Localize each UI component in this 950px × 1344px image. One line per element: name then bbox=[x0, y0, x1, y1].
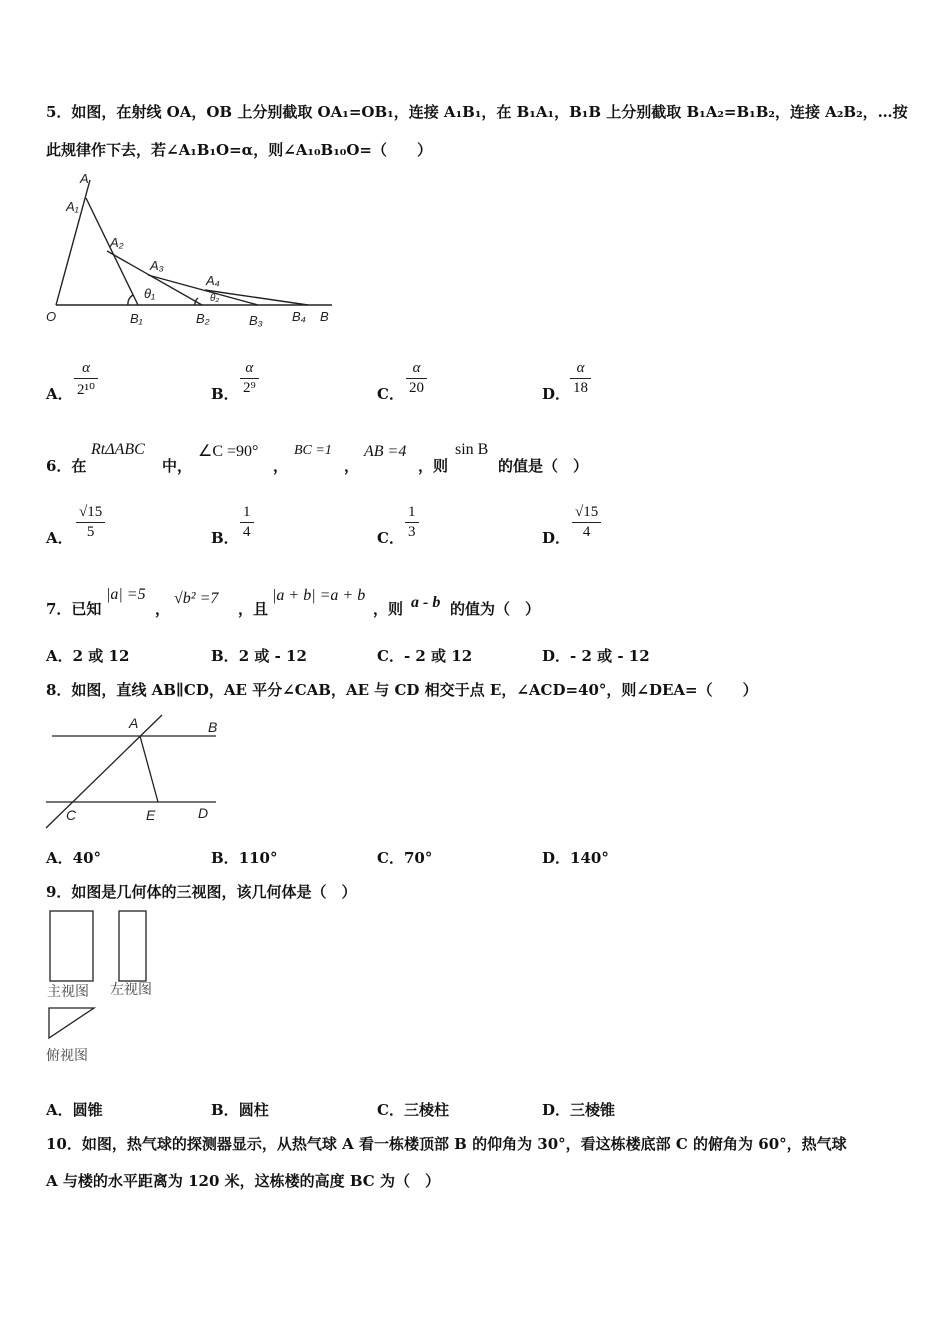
q6-then: ，则 bbox=[418, 457, 449, 475]
q7-then: ，则 bbox=[373, 600, 404, 618]
q6-option-b-fraction[interactable] bbox=[240, 504, 254, 541]
q9-stem: 9．如图是几何体的三视图，该几何体是（ ） bbox=[46, 883, 357, 901]
label-e: E bbox=[146, 807, 156, 823]
q8-option-b[interactable] bbox=[211, 847, 278, 868]
q6-comma1: ， bbox=[273, 457, 289, 475]
front-view-rect bbox=[50, 911, 93, 981]
label-b1: B₁ bbox=[130, 311, 143, 326]
q8-option-d-text: 140° bbox=[570, 849, 609, 867]
q5-figure bbox=[40, 168, 340, 333]
segment-ca bbox=[46, 715, 162, 828]
q6-option-d-fraction[interactable] bbox=[572, 504, 601, 541]
fraction-bar bbox=[570, 378, 591, 379]
seg-a1b1 bbox=[86, 198, 138, 305]
q7-condition: |a + b| =a + b bbox=[272, 587, 366, 604]
q6-option-c-den: 3 bbox=[408, 524, 416, 540]
q8-figure bbox=[44, 712, 224, 830]
q6-option-b-den: 4 bbox=[243, 524, 251, 540]
q9-option-c-text: 三棱柱 bbox=[403, 1101, 449, 1119]
top-view-triangle bbox=[49, 1008, 94, 1038]
q5-option-b-den: 2⁹ bbox=[243, 380, 256, 396]
q5-option-a-den: 2¹⁰ bbox=[77, 382, 96, 398]
q7-option-d[interactable] bbox=[542, 645, 650, 666]
q5-option-c-num: α bbox=[412, 360, 421, 376]
q9-option-c[interactable] bbox=[377, 1099, 449, 1120]
seg-a3b3 bbox=[148, 275, 258, 305]
fraction-bar bbox=[240, 522, 254, 523]
q6-bc: BC =1 bbox=[294, 443, 332, 458]
label-b: B bbox=[320, 309, 329, 324]
fraction-bar bbox=[405, 522, 419, 523]
q6-option-c-num: 1 bbox=[408, 504, 416, 520]
label-b4: B₄ bbox=[292, 309, 306, 324]
q7-option-c-text: - 2 或 12 bbox=[403, 647, 473, 665]
q6-option-b-label[interactable]: B． bbox=[211, 529, 239, 547]
q6-suffix: 的值是（ ） bbox=[498, 457, 589, 475]
q6-option-d-den: 4 bbox=[582, 524, 591, 540]
q6-option-d-label[interactable]: D． bbox=[542, 529, 571, 547]
q5-option-d-label[interactable]: D． bbox=[542, 385, 571, 403]
q9-option-d[interactable] bbox=[542, 1099, 615, 1120]
q7-option-c[interactable] bbox=[377, 645, 472, 666]
q7-abs-a: |a| =5 bbox=[106, 586, 146, 603]
label-a4: A₄ bbox=[206, 273, 220, 288]
fraction-bar bbox=[240, 378, 259, 379]
q7-and: ，且 bbox=[238, 600, 269, 618]
label-theta1: θ₁ bbox=[144, 286, 156, 301]
q6-option-a-num: √15 bbox=[79, 504, 103, 520]
label-a: A bbox=[80, 171, 89, 186]
q5-option-d-fraction[interactable] bbox=[570, 360, 591, 397]
q5-stem-line1: 5．如图，在射线 OA，OB 上分别截取 OA₁=OB₁，连接 A₁B₁，在 B₁A₁，B₁B 上分别截取 B₁A₂=B₁B₂，连接 A₂B₂，…按 bbox=[46, 103, 908, 121]
fraction-bar bbox=[74, 378, 98, 379]
front-view-label: 主视图 bbox=[47, 983, 89, 999]
q5-option-b-label[interactable]: B． bbox=[211, 385, 239, 403]
q6-option-d-num: √15 bbox=[575, 504, 599, 520]
segment-ae bbox=[140, 736, 158, 802]
seg-a4b4 bbox=[205, 290, 308, 305]
q7-option-a-label: A． bbox=[46, 647, 73, 665]
q9-option-d-label: D． bbox=[542, 1101, 571, 1119]
fraction-bar bbox=[572, 522, 601, 523]
q5-option-c-label[interactable]: C． bbox=[377, 385, 404, 403]
q9-option-d-text: 三棱锥 bbox=[570, 1101, 616, 1119]
q5-option-d-den: 18 bbox=[573, 380, 588, 396]
q10-stem-line2: A 与楼的水平距离为 120 米，这栋楼的高度 BC 为（ ） bbox=[46, 1172, 440, 1190]
q8-option-d[interactable] bbox=[542, 847, 609, 868]
q8-option-a[interactable] bbox=[46, 847, 101, 868]
q8-option-c[interactable] bbox=[377, 847, 432, 868]
q7-option-d-text: - 2 或 - 12 bbox=[570, 647, 650, 665]
label-b3: B₃ bbox=[249, 313, 263, 328]
q7-comma: ， bbox=[155, 600, 171, 618]
q8-option-a-label: A． bbox=[46, 849, 73, 867]
fraction-bar bbox=[76, 522, 105, 523]
q5-option-c-fraction[interactable] bbox=[406, 360, 427, 397]
q6-option-a-fraction[interactable] bbox=[76, 504, 105, 541]
q5-option-b-fraction[interactable] bbox=[240, 360, 259, 397]
q7-suffix: 的值为（ ） bbox=[450, 600, 541, 618]
q10-stem-line1: 10．如图，热气球的探测器显示，从热气球 A 看一栋楼顶部 B 的仰角为 30°，看这栋楼底部 C 的俯角为 60°，热气球 bbox=[46, 1135, 847, 1153]
q8-option-c-label: C． bbox=[377, 849, 404, 867]
q6-option-b-num: 1 bbox=[243, 504, 251, 520]
q7-option-d-label: D． bbox=[542, 647, 571, 665]
q9-option-b-label: B． bbox=[211, 1101, 239, 1119]
label-o: O bbox=[46, 309, 57, 324]
q9-figure bbox=[44, 906, 174, 1066]
label-b: B bbox=[208, 719, 218, 735]
q8-option-b-text: 110° bbox=[238, 849, 278, 867]
q6-comma2: ， bbox=[344, 457, 360, 475]
q8-option-a-text: 40° bbox=[72, 849, 102, 867]
q7-expr: a - b bbox=[411, 594, 441, 611]
q6-triangle: RtΔABC bbox=[91, 441, 145, 458]
label-d: D bbox=[198, 805, 209, 821]
q5-option-b-num: α bbox=[245, 360, 254, 376]
q9-option-c-label: C． bbox=[377, 1101, 404, 1119]
q7-prefix: 7．已知 bbox=[46, 600, 102, 618]
q6-option-a-label[interactable]: A． bbox=[46, 529, 73, 547]
q6-option-a-den: 5 bbox=[86, 524, 95, 540]
left-view-rect bbox=[119, 911, 146, 981]
q6-option-c-fraction[interactable] bbox=[405, 504, 419, 541]
q8-stem: 8．如图，直线 AB∥CD，AE 平分∠CAB，AE 与 CD 相交于点 E，∠ACD=40°，则∠DEA=（ ） bbox=[46, 681, 758, 699]
q9-option-a-label: A． bbox=[46, 1101, 73, 1119]
q5-option-a-fraction[interactable] bbox=[74, 360, 98, 399]
q5-option-a-label[interactable]: A． bbox=[46, 385, 73, 403]
q6-option-c-label[interactable]: C． bbox=[377, 529, 404, 547]
label-c: C bbox=[66, 807, 77, 823]
q8-option-c-text: 70° bbox=[403, 849, 433, 867]
q9-option-a-text: 圆锥 bbox=[72, 1101, 103, 1119]
q6-mid1: 中， bbox=[162, 457, 193, 475]
q7-option-b[interactable] bbox=[211, 645, 307, 666]
label-b2: B₂ bbox=[196, 311, 210, 326]
q5-option-d-num: α bbox=[576, 360, 585, 376]
q7-option-a-text: 2 或 12 bbox=[72, 647, 130, 665]
q7-option-b-text: 2 或 - 12 bbox=[238, 647, 307, 665]
q9-option-b-text: 圆柱 bbox=[238, 1101, 269, 1119]
q8-option-b-label: B． bbox=[211, 849, 239, 867]
label-a2: A₂ bbox=[110, 235, 124, 250]
label-a: A bbox=[129, 715, 139, 731]
q5-option-a-num: α bbox=[82, 360, 90, 376]
q7-option-b-label: B． bbox=[211, 647, 239, 665]
label-theta2: θ₂ bbox=[210, 293, 220, 304]
q7-sqrt-b: √b² =7 bbox=[174, 590, 219, 607]
q9-option-b[interactable] bbox=[211, 1099, 269, 1120]
q6-sinb: sin B bbox=[455, 441, 489, 458]
q5-stem-line2: 此规律作下去，若∠A₁B₁O=α，则∠A₁₀B₁₀O=（ ） bbox=[46, 141, 433, 159]
q6-angle-c: ∠C =90° bbox=[198, 443, 259, 460]
q5-option-c-den: 20 bbox=[409, 380, 424, 396]
q8-option-d-label: D． bbox=[542, 849, 571, 867]
q6-ab: AB =4 bbox=[364, 443, 407, 460]
q9-option-a[interactable] bbox=[46, 1099, 103, 1120]
q7-option-c-label: C． bbox=[377, 647, 404, 665]
fraction-bar bbox=[406, 378, 427, 379]
top-view-label: 俯视图 bbox=[46, 1047, 88, 1063]
q6-prefix: 6．在 bbox=[46, 457, 87, 475]
left-view-label: 左视图 bbox=[110, 981, 152, 997]
q7-option-a[interactable] bbox=[46, 645, 129, 666]
theta1-arc bbox=[128, 295, 133, 305]
label-a1: A₁ bbox=[66, 199, 79, 214]
label-a3: A₃ bbox=[150, 258, 164, 273]
